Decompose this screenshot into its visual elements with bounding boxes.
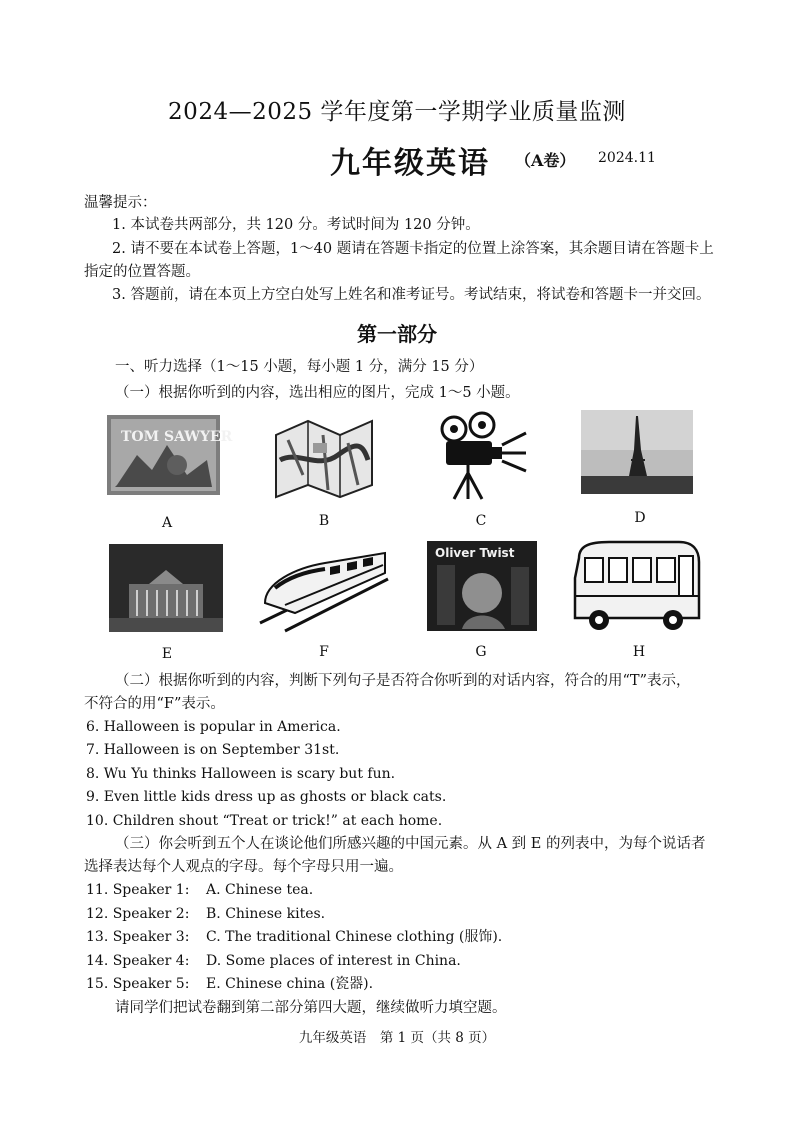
tf-item-9: 9. Even little kids dress up as ghosts or black cats. — [86, 789, 447, 805]
picture-d — [581, 410, 693, 494]
exam-date: 2024.11 — [598, 150, 656, 166]
white-house-night-photo — [109, 544, 223, 632]
option-e: E. Chinese china (瓷器). — [206, 976, 374, 992]
picture-c — [436, 411, 528, 501]
sub-section-3-line-2: 选择表达每个人观点的字母。每个字母只用一遍。 — [84, 859, 403, 875]
sub-section-1: （一）根据你听到的内容，选出相应的图片，完成 1～5 小题。 — [115, 385, 520, 401]
exam-subject: 九年级英语 — [330, 146, 490, 181]
tf-item-10: 10. Children shout “Treat or trick!” at each home. — [86, 813, 443, 829]
map-icon — [268, 415, 380, 500]
option-b: B. Chinese kites. — [206, 906, 326, 922]
bus-icon — [569, 538, 701, 633]
book-cover-oliver-twist — [427, 541, 537, 631]
speaker-3: 13. Speaker 3: — [86, 929, 190, 945]
picture-label-f: F — [319, 644, 329, 660]
speaker-2: 12. Speaker 2: — [86, 906, 190, 922]
picture-label-d: D — [634, 510, 646, 526]
picture-label-b: B — [318, 513, 330, 529]
high-speed-train-icon — [255, 543, 390, 632]
picture-b — [268, 415, 380, 500]
section-heading: 一、听力选择（1～15 小题，每小题 1 分，满分 15 分） — [115, 359, 484, 375]
closing-note: 请同学们把试卷翻到第二部分第四大题，继续做听力填空题。 — [115, 1000, 507, 1016]
picture-h — [569, 538, 701, 633]
tip-line-2: 2. 请不要在本试卷上答题，1～40 题请在答题卡指定的位置上涂答案，其余题目请在答题卡上 — [112, 241, 714, 257]
option-a: A. Chinese tea. — [206, 882, 314, 898]
speaker-5: 15. Speaker 5: — [86, 976, 190, 992]
picture-f — [255, 543, 390, 632]
subtitle-row — [0, 138, 794, 181]
picture-label-a: A — [161, 515, 173, 531]
book-a-title: TOM SAWYER — [121, 429, 233, 445]
tf-item-8: 8. Wu Yu thinks Halloween is scary but fun. — [86, 766, 396, 782]
exam-title: 2024—2025 学年度第一学期学业质量监测 — [168, 99, 626, 125]
picture-label-g: G — [475, 644, 487, 660]
film-projector-icon — [436, 411, 528, 501]
option-d: D. Some places of interest in China. — [206, 953, 461, 969]
eiffel-tower-photo — [581, 410, 693, 494]
tip-line-1: 1. 本试卷共两部分，共 120 分。考试时间为 120 分钟。 — [112, 217, 480, 233]
book-cover-tom-sawyer — [107, 415, 233, 495]
page-footer: 九年级英语 第 1 页（共 8 页） — [298, 1030, 496, 1046]
tip-line-3: 3. 答题前，请在本页上方空白处写上姓名和准考证号。考试结束，将试卷和答题卡一并交回。 — [112, 287, 711, 303]
tips-heading: 温馨提示： — [84, 195, 157, 211]
picture-a — [107, 415, 233, 495]
picture-label-h: H — [632, 644, 646, 660]
option-c: C. The traditional Chinese clothing (服饰). — [206, 929, 503, 945]
picture-label-e: E — [161, 646, 173, 662]
book-g-title: Oliver Twist — [435, 546, 515, 560]
sub-section-3-line-1: （三）你会听到五个人在谈论他们所感兴趣的中国元素。从 A 到 E 的列表中，为每个说话者 — [115, 836, 706, 852]
sub-section-2-line-1: （二）根据你听到的内容，判断下列句子是否符合你听到的对话内容，符合的用“T”表示， — [115, 673, 691, 689]
tf-item-6: 6. Halloween is popular in America. — [86, 719, 341, 735]
tf-item-7: 7. Halloween is on September 31st. — [86, 742, 340, 758]
picture-e — [109, 544, 223, 632]
speaker-4: 14. Speaker 4: — [86, 953, 190, 969]
speaker-1: 11. Speaker 1: — [86, 882, 190, 898]
exam-edition: （A卷） — [515, 151, 576, 170]
sub-section-2-line-2: 不符合的用“F”表示。 — [84, 696, 225, 712]
picture-g — [427, 541, 537, 631]
picture-label-c: C — [475, 513, 487, 529]
part-one-title: 第一部分 — [357, 322, 437, 346]
tip-line-2-cont: 指定的位置答题。 — [84, 264, 200, 280]
